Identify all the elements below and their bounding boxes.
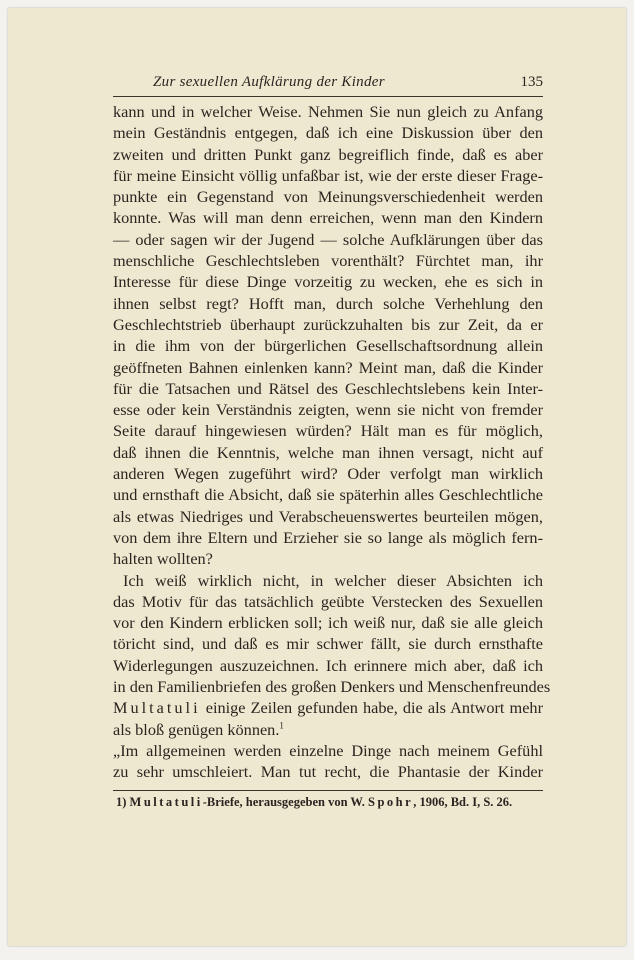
text-line: töricht sind, und daß es mir schwer fällt, sie durch ernsthafte — [113, 634, 543, 654]
author-name: Multatuli — [113, 698, 201, 718]
text-line: in den Familienbriefen des großen Denkers und Menschenfreundes — [113, 677, 551, 697]
text-line: als etwas Niedriges und Verabscheuenswertes beurteilen mögen, — [113, 506, 543, 526]
text-line: Geschlechtstrieb überhaupt zurückzuhalten bis zur Zeit, da er — [113, 314, 543, 334]
footnote-editor: Spohr — [368, 795, 414, 809]
text-line: punkte ein Gegenstand von Meinungsverschiedenheit werden — [113, 187, 543, 207]
text-line: und ernsthaft die Absicht, daß sie späterhin alles Geschlechtliche — [113, 485, 543, 505]
text-line: Interesse für diese Dinge vorzeitig zu wecken, ehe es sich in — [113, 272, 543, 292]
page-number: 135 — [520, 74, 543, 90]
text-line: halten wollten? — [113, 549, 213, 569]
text-line: esse oder kein Verständnis zeigten, wenn sie nicht von fremder — [113, 400, 543, 420]
text-line: menschliche Geschlechtsleben vorenthält? Fürchtet man, ihr — [113, 251, 543, 271]
text-line: daß ihnen die Kenntnis, welche man ihnen versagt, nicht auf — [113, 442, 543, 462]
running-header — [113, 74, 543, 94]
footnote-author: Multatuli — [129, 795, 203, 809]
text-span: einige Zeilen gefunden habe, die als Antwort mehr — [200, 698, 543, 718]
text-line: Seite darauf hingewiesen würden? Hält man es für möglich, — [113, 421, 543, 441]
text-line: zu sehr umschleiert. Man tut recht, die Phantasie der Kinder — [113, 762, 543, 782]
text-line: zweiten und dritten Punkt ganz begreiflich finde, daß es aber — [113, 144, 543, 164]
text-line: für die Tatsachen und Rätsel des Geschlechtslebens kein Inter- — [113, 378, 543, 398]
footnote-number: 1) — [116, 795, 127, 809]
text-line: — oder sagen wir der Jugend — solche Aufklärungen über das — [113, 229, 543, 249]
text-line: Ich weiß wirklich nicht, in welcher dieser Absichten ich — [123, 570, 543, 590]
text-line: von dem ihre Eltern und Erzieher sie so lange als möglich fern- — [113, 527, 543, 547]
footnote — [116, 795, 546, 810]
text-line: kann und in welcher Weise. Nehmen Sie nun gleich zu Anfang — [113, 102, 543, 121]
text-line — [113, 697, 543, 718]
body-text — [113, 101, 551, 783]
text-line: anderen Wegen zugeführt wird? Oder verfolgt man wirklich — [113, 464, 543, 484]
text-line: „Im allgemeinen werden einzelne Dinge nach meinem Gefühl — [113, 740, 543, 760]
text-line: Widerlegungen auszuzeichnen. Ich erinnere mich aber, daß ich — [113, 655, 543, 675]
text-line: geöffneten Bahnen einlenken kann? Meint man, daß die Kinder — [113, 357, 543, 377]
text-line: ihnen selbst regt? Hofft man, durch solche Verhehlung den — [113, 293, 543, 313]
footnote-rule — [113, 790, 543, 791]
text-line: vor den Kindern erblicken soll; ich weiß nur, daß sie alle gleich — [113, 613, 543, 633]
footnote-mark: 1 — [279, 720, 284, 731]
text-line: konnte. Was will man denn erreichen, wenn man den Kindern — [113, 208, 543, 228]
header-rule — [113, 96, 543, 97]
text-line: mein Geständnis entgegen, daß ich eine Diskussion über den — [113, 123, 543, 143]
text-line — [113, 719, 543, 740]
text-span: als bloß genügen können. — [113, 719, 280, 739]
running-title: Zur sexuellen Aufklärung der Kinder — [153, 74, 385, 90]
footnote-text: -Briefe, herausgegeben von W. — [202, 795, 365, 809]
text-line: für meine Einsicht völlig unfaßbar ist, wie der erste dieser Frage- — [113, 165, 543, 185]
footnote-text: , 1906, Bd. I, S. 26. — [413, 795, 513, 809]
text-line: in die ihm von der bürgerlichen Gesellschaftsordnung allein — [113, 336, 543, 356]
text-line: das Motiv für das tatsächlich geübte Verstecken des Sexuellen — [113, 591, 543, 611]
